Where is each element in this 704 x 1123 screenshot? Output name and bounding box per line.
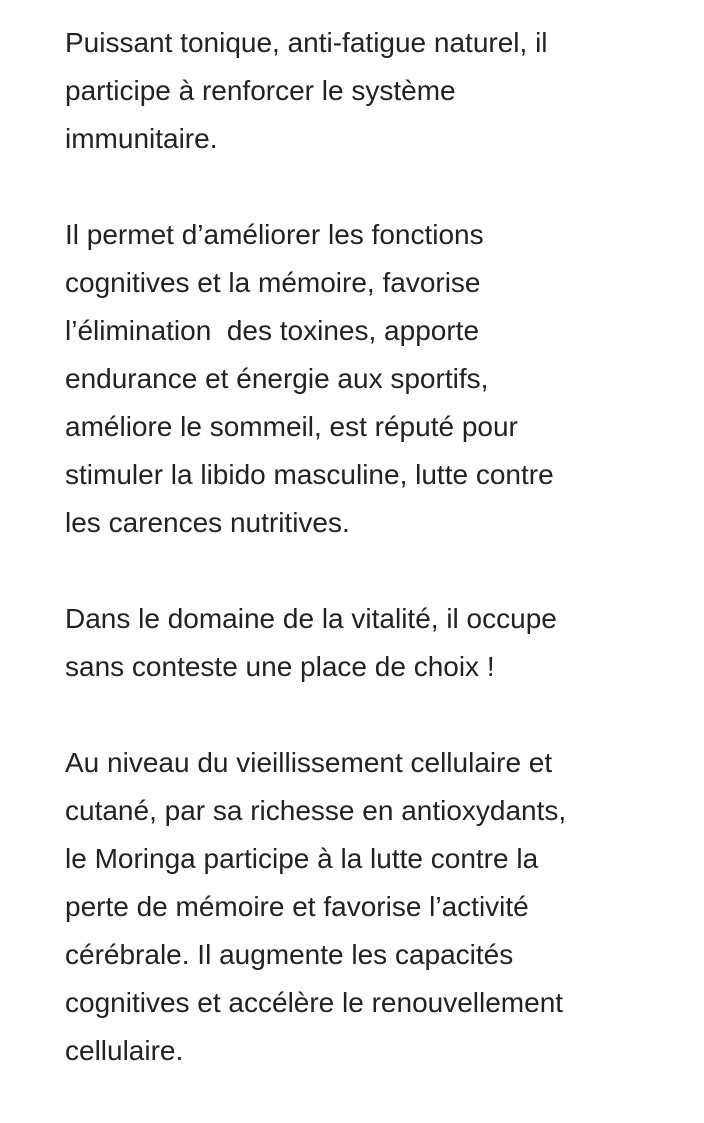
paragraph-benefits (65, 211, 645, 547)
text-line: immunitaire. (65, 123, 218, 154)
text-line: Au niveau du vieillissement cellulaire et (65, 747, 553, 778)
text-line: cellulaire. (65, 1035, 184, 1066)
text-line: cognitives et la mémoire, favorise (65, 267, 481, 298)
paragraph-tonic (65, 19, 645, 163)
text-line: les carences nutritives. (65, 507, 350, 538)
text-line: sans conteste une place de choix ! (65, 651, 495, 682)
text-line: endurance et énergie aux sportifs, (65, 363, 489, 394)
text-line: améliore le sommeil, est réputé pour (65, 411, 518, 442)
paragraph-vitality (65, 595, 645, 691)
text-line: participe à renforcer le système (65, 75, 456, 106)
text-line: stimuler la libido masculine, lutte contre (65, 459, 554, 490)
text-line: cutané, par sa richesse en antioxydants, (65, 795, 567, 826)
text-line: Il permet d’améliorer les fonctions (65, 219, 484, 250)
paragraph-aging (65, 739, 645, 1075)
text-line: le Moringa participe à la lutte contre la (65, 843, 539, 874)
text-line: l’élimination des toxines, apporte (65, 315, 480, 346)
text-line: perte de mémoire et favorise l’activité (65, 891, 529, 922)
text-line: Puissant tonique, anti-fatigue naturel, il (65, 27, 548, 58)
text-line: cérébrale. Il augmente les capacités (65, 939, 514, 970)
text-line: Dans le domaine de la vitalité, il occupe (65, 603, 557, 634)
article-body (65, 19, 645, 1123)
text-line: cognitives et accélère le renouvellement (65, 987, 564, 1018)
